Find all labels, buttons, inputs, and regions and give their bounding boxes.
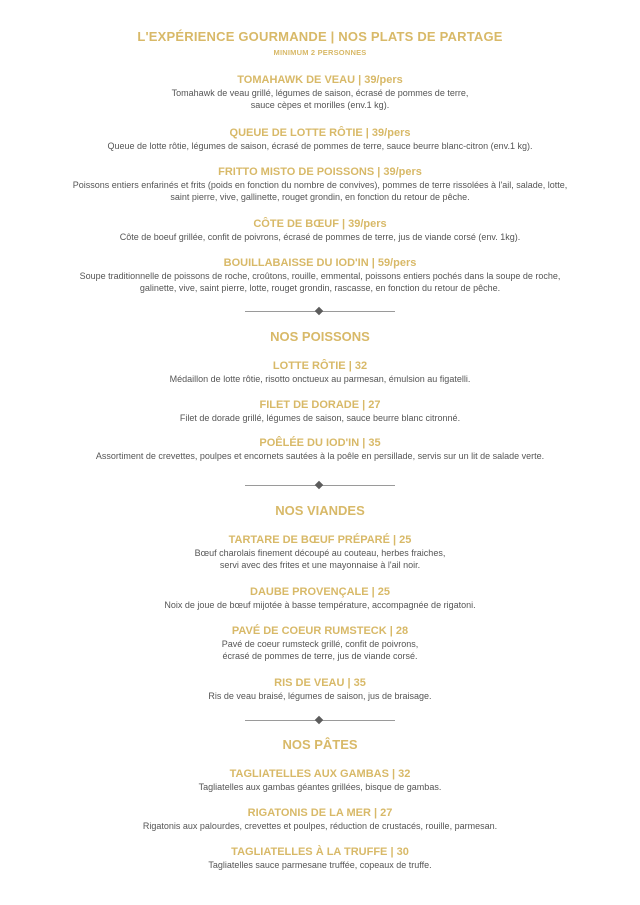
dish-description: servi avec des frites et une mayonnaise à l'ail noir. bbox=[219, 560, 421, 570]
page-subtitle: MINIMUM 2 PERSONNES bbox=[273, 48, 367, 57]
dish-tartare bbox=[10, 533, 630, 571]
page-title: L'EXPÉRIENCE GOURMANDE | NOS PLATS DE PARTAGE bbox=[137, 29, 503, 44]
dish-description: Queue de lotte rôtie, légumes de saison, écrasé de pommes de terre, sauce beurre blanc-citron (env.1 kg). bbox=[107, 141, 533, 151]
dish-description: Médaillon de lotte rôtie, risotto onctueux au parmesan, émulsion au figatelli. bbox=[169, 374, 471, 384]
dish-bouillabaisse bbox=[10, 256, 630, 294]
dish-poelee bbox=[10, 436, 630, 462]
section-divider bbox=[245, 307, 395, 315]
dish-title: POÊLÉE DU IOD'IN | 35 bbox=[259, 437, 381, 449]
dish-description: Tagliatelles aux gambas géantes grillées, bisque de gambas. bbox=[198, 782, 442, 792]
dish-title: TAGLIATELLES À LA TRUFFE | 30 bbox=[231, 846, 409, 858]
dish-description: écrasé de pommes de terre, jus de viande corsé. bbox=[222, 651, 418, 661]
dish-description: Tomahawk de veau grillé, légumes de saison, écrasé de pommes de terre, bbox=[171, 88, 469, 98]
diamond-icon bbox=[315, 307, 323, 315]
dish-description: Bœuf charolais finement découpé au couteau, herbes fraiches, bbox=[194, 548, 446, 558]
dish-description: Soupe traditionnelle de poissons de roche, croûtons, rouille, emmental, poissons entiers pochés dans la soupe de roche, bbox=[79, 271, 561, 281]
dish-cote-boeuf bbox=[10, 217, 630, 243]
dish-description: saint pierre, vive, gallinette, rouget grondin, en fonction du retour de pêche. bbox=[170, 192, 470, 202]
dish-description: Côte de boeuf grillée, confit de poivrons, écrasé de pommes de terre, jus de viande corsé (env. 1kg). bbox=[119, 232, 521, 242]
dish-title: LOTTE RÔTIE | 32 bbox=[272, 360, 368, 372]
dish-tagliatelles-truffe bbox=[10, 845, 630, 871]
dish-title: CÔTE DE BŒUF | 39/pers bbox=[253, 218, 387, 230]
dish-description: Poissons entiers enfarinés et frits (poids en fonction du nombre de convives), pommes de terre rissolées à l'ail, salade, lotte, bbox=[72, 180, 568, 190]
section-divider bbox=[245, 481, 395, 489]
dish-rigatonis bbox=[10, 806, 630, 832]
dish-title: BOUILLABAISSE DU IOD'IN | 59/pers bbox=[223, 257, 417, 269]
dish-description: Filet de dorade grillé, légumes de saison, sauce beurre blanc citronné. bbox=[179, 413, 461, 423]
dish-title: QUEUE DE LOTTE RÔTIE | 39/pers bbox=[229, 127, 411, 139]
dish-title: TARTARE DE BŒUF PRÉPARÉ | 25 bbox=[228, 534, 412, 546]
diamond-icon bbox=[315, 481, 323, 489]
section-title-poissons: NOS POISSONS bbox=[270, 329, 370, 344]
section-title-viandes: NOS VIANDES bbox=[275, 503, 365, 518]
dish-title: FRITTO MISTO DE POISSONS | 39/pers bbox=[218, 166, 422, 178]
dish-title: TAGLIATELLES AUX GAMBAS | 32 bbox=[229, 768, 411, 780]
dish-description: Noix de joue de bœuf mijotée à basse température, accompagnée de rigatoni. bbox=[164, 600, 476, 610]
dish-description: Rigatonis aux palourdes, crevettes et poulpes, réduction de crustacés, rouille, parmesan. bbox=[142, 821, 498, 831]
dish-lotte-rotie bbox=[10, 359, 630, 385]
dish-title: DAUBE PROVENÇALE | 25 bbox=[250, 586, 390, 598]
dish-description: Ris de veau braisé, légumes de saison, jus de braisage. bbox=[208, 691, 432, 701]
section-divider bbox=[245, 716, 395, 724]
dish-description: Tagliatelles sauce parmesane truffée, copeaux de truffe. bbox=[208, 860, 432, 870]
dish-description: sauce cèpes et morilles (env.1 kg). bbox=[250, 100, 390, 110]
dish-description: Assortiment de crevettes, poulpes et encornets sautées à la poêle en persillade, servis sur un lit de salade verte. bbox=[95, 451, 545, 461]
diamond-icon bbox=[315, 716, 323, 724]
dish-title: TOMAHAWK DE VEAU | 39/pers bbox=[237, 74, 403, 86]
dish-title: RIS DE VEAU | 35 bbox=[274, 677, 366, 689]
dish-description: Pavé de coeur rumsteck grillé, confit de poivrons, bbox=[221, 639, 419, 649]
dish-title: PAVÉ DE COEUR RUMSTECK | 28 bbox=[231, 625, 409, 637]
dish-fritto-misto bbox=[10, 165, 630, 203]
section-title-pates: NOS PÂTES bbox=[282, 737, 358, 752]
dish-pave-rumsteck bbox=[10, 624, 630, 662]
dish-title: RIGATONIS DE LA MER | 27 bbox=[247, 807, 393, 819]
dish-ris-veau bbox=[10, 676, 630, 702]
dish-tagliatelles-gambas bbox=[10, 767, 630, 793]
dish-daube bbox=[10, 585, 630, 611]
dish-tomahawk bbox=[10, 73, 630, 111]
dish-filet-dorade bbox=[10, 398, 630, 424]
dish-queue-lotte bbox=[10, 126, 630, 152]
dish-description: galinette, vive, saint pierre, lotte, rouget grondin, rascasse, en fonction du retour de pêche. bbox=[139, 283, 501, 293]
dish-title: FILET DE DORADE | 27 bbox=[259, 399, 381, 411]
